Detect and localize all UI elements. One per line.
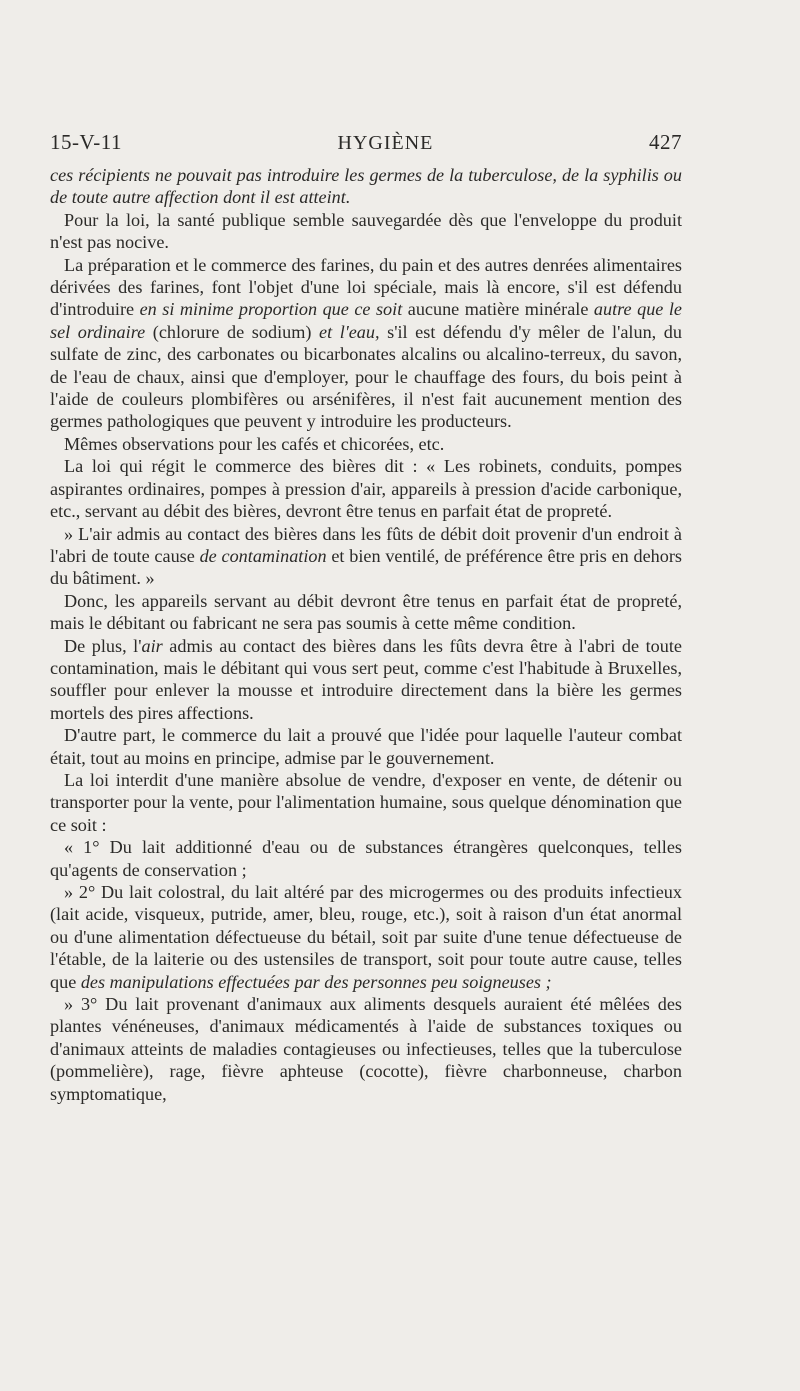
paragraph bbox=[50, 635, 682, 725]
italic-text: de contamination bbox=[199, 545, 327, 566]
paragraph bbox=[50, 455, 682, 522]
italic-text: air bbox=[141, 635, 163, 656]
text-span: » L'air admis au contact des bières dans les fûts de débit doit provenir d'un endroit à l'abri de toute cause bbox=[50, 523, 682, 566]
paragraph bbox=[50, 590, 682, 635]
text-span: D'autre part, le commerce du lait a prouvé que l'idée pour laquelle l'auteur combat était, tout au moins en principe, admise par le gouvernement. bbox=[50, 725, 682, 768]
page-number: 427 bbox=[648, 130, 682, 154]
text-span: La loi qui régit le commerce des bières dit : « Les robinets, conduits, pompes aspirantes ordinaires, pompes à pression d'air, appareils à pression d'acide carbonique, etc., servant au débit des bières, devront être tenus en parfait état de propreté. bbox=[50, 456, 682, 522]
text-span: Donc, les appareils servant au débit devront être tenus en parfait état de propreté, mais le débitant ou fabricant ne sera pas soumis à cette même condition. bbox=[50, 590, 682, 634]
text-span: » 2° Du lait colostral, du lait altéré par des microgermes ou des produits infectieux (lait acide, visqueux, putride, amer, bleu, rouge, etc.), soit à raison d'un état anormal ou d'une alimentation défectueuse du bétail, soit par suite d'une tenue défectueuse de l'étable, de la laiterie ou des ustensiles de transport, soit pour toute autre cause, telles que bbox=[50, 882, 682, 992]
text-span: De plus, l' bbox=[64, 635, 142, 656]
text-span: La préparation et le commerce des farines, du pain et des autres denrées alimentaires dérivées des farines, font l'objet d'une loi spéciale, mais là encore, s'il est défendu d'introduire bbox=[50, 254, 682, 320]
paragraph bbox=[50, 769, 682, 836]
italic-text: ces récipients ne pouvait pas introduire les germes de la tuberculose, de la syphilis ou de toute autre affection dont il est atteint. bbox=[50, 165, 682, 208]
italic-text: en si minime proportion que ce soit bbox=[139, 299, 403, 320]
text-span: aucune matière minérale bbox=[402, 299, 594, 320]
italic-text: des manipulations effectuées par des personnes peu soigneuses ; bbox=[80, 971, 552, 992]
text-span: Mêmes observations pour les cafés et chicorées, etc. bbox=[64, 433, 445, 454]
italic-text: et l'eau, bbox=[319, 321, 380, 342]
paragraph bbox=[50, 164, 682, 209]
text-span: La loi interdit d'une manière absolue de vendre, d'exposer en vente, de détenir ou transporter pour la vente, pour l'alimentation humaine, sous quelque dénomination que ce soit : bbox=[50, 769, 682, 835]
text-span: admis au contact des bières dans les fûts devra être à l'abri de toute contamination, mais le débitant qui vous sert peut, comme c'est l'habitude à Bruxelles, souffler pour enlever la mousse et introduire directement dans la bière les germes mortels des pires affections. bbox=[50, 635, 682, 723]
paragraph bbox=[50, 523, 682, 590]
running-head bbox=[50, 130, 682, 162]
text-span: s'il est défendu d'y mêler de l'alun, du sulfate de zinc, des carbonates ou bicarbonates alcalins ou alcalino-terreux, du savon, de l'eau de chaux, ainsi que d'employer, pour le chauffage des fours, du bois peint à l'aide de couleurs plombifères ou arsénifères, il n'est fait aucunement mention des germes pathologiques que peuvent y introduire les producteurs. bbox=[50, 321, 682, 432]
text-span: et bien ventilé, de préférence être pris en dehors du bâtiment. » bbox=[50, 545, 682, 589]
paragraph bbox=[50, 881, 682, 993]
text-span: (chlorure de sodium) bbox=[145, 321, 320, 342]
body-text bbox=[50, 164, 682, 1105]
paragraph bbox=[50, 254, 682, 433]
paragraph bbox=[50, 836, 682, 881]
text-span: « 1° Du lait additionné d'eau ou de substances étrangères quelconques, telles qu'agents de conservation ; bbox=[50, 837, 682, 880]
text-span: » 3° Du lait provenant d'animaux aux aliments desquels auraient été mêlées des plantes vénéneuses, d'animaux médicamentés à l'aide de substances toxiques ou d'animaux atteints de maladies contagieuses ou infectieuses, telles que la tuberculose (pommelière), rage, fièvre aphteuse (cocotte), fièvre charbonneuse, charbon symptomatique, bbox=[50, 994, 682, 1104]
text-span: Pour la loi, la santé publique semble sauvegardée dès que l'enveloppe du produit n'est pas nocive. bbox=[50, 209, 682, 253]
paragraph bbox=[50, 433, 682, 455]
paragraph bbox=[50, 209, 682, 254]
paragraph bbox=[50, 993, 682, 1105]
paragraph bbox=[50, 724, 682, 769]
section-title: HYGIÈNE bbox=[337, 132, 434, 154]
italic-text: autre que le sel ordinaire bbox=[50, 299, 682, 342]
signature-mark: 15-V-11 bbox=[50, 130, 122, 154]
